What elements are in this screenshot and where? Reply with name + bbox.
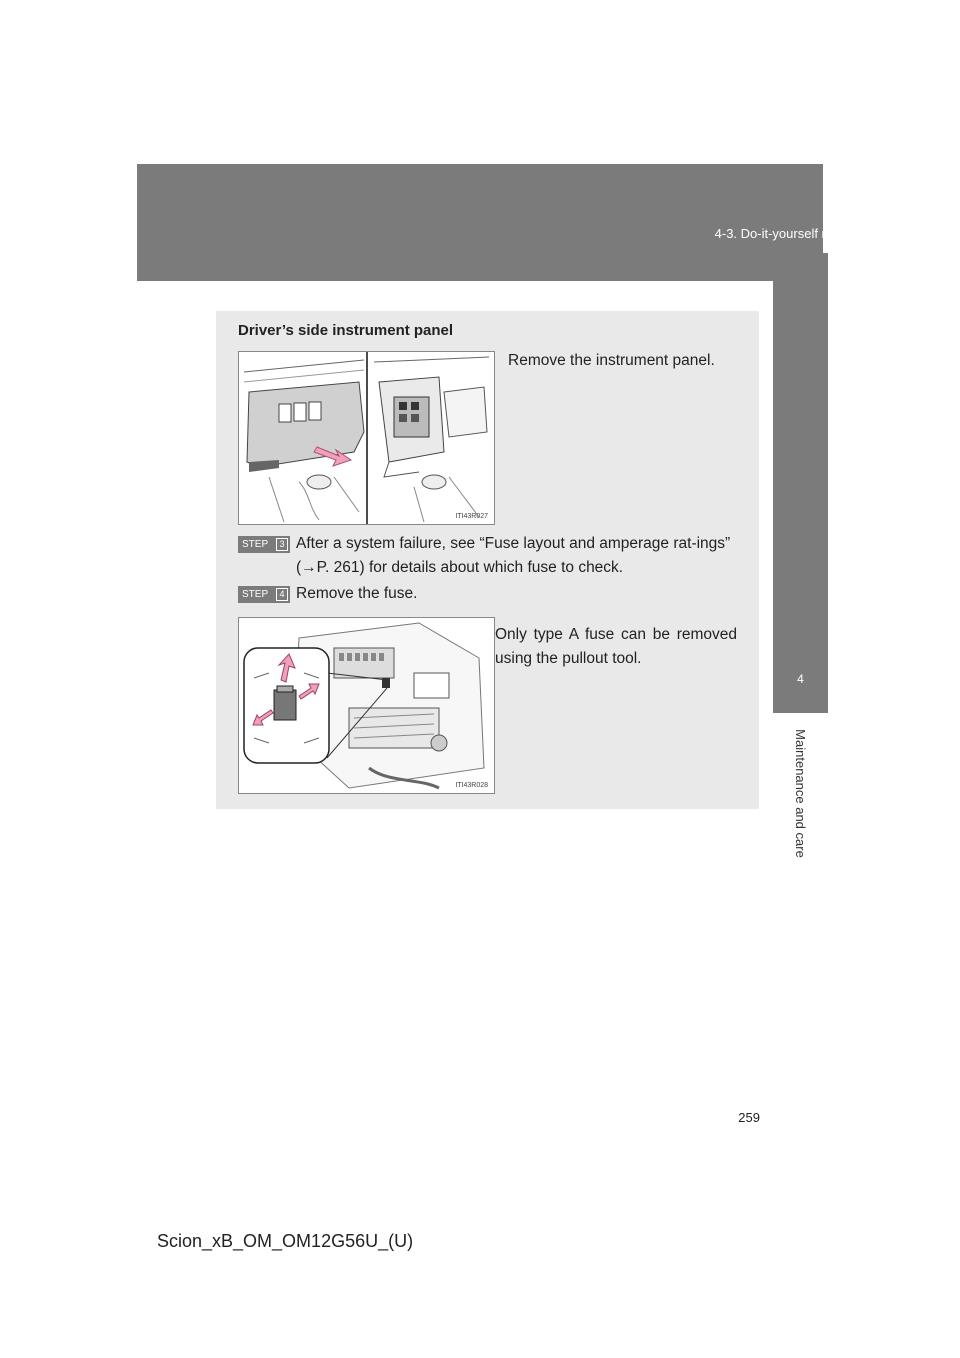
header-band — [137, 164, 823, 281]
chapter-label: Maintenance and care — [793, 728, 808, 858]
fuse-pullout-illustration — [238, 617, 495, 794]
step-badge: STEP 3 — [238, 536, 290, 553]
instrument-panel-illustration — [238, 351, 495, 525]
page-number: 259 — [738, 1110, 760, 1125]
fuse-pullout-tool-icon — [239, 618, 494, 793]
step-text: After a system failure, see “Fuse layout and amperage rat-ings” (→P. 261) for details about which fuse to check. — [296, 535, 731, 576]
illustration-code: ITI43R028 — [455, 782, 488, 789]
instruction-note: Remove the instrument panel. — [508, 352, 715, 369]
step-badge: STEP 4 — [238, 586, 290, 603]
chapter-number: 4 — [797, 672, 804, 686]
step-text: Remove the fuse. — [296, 585, 418, 602]
subheading: Driver’s side instrument panel — [238, 322, 454, 339]
document-id: Scion_xB_OM_OM12G56U_(U) — [157, 1231, 414, 1251]
instruction-note: Only type A fuse can be removed using the pullout tool. — [495, 626, 737, 667]
illustration-code: ITI43R027 — [455, 513, 488, 520]
section-title: 4-3. Do-it-yourself maintenance — [714, 226, 896, 241]
chapter-side-tab — [773, 253, 828, 713]
instrument-panel-removal-icon — [239, 352, 494, 524]
